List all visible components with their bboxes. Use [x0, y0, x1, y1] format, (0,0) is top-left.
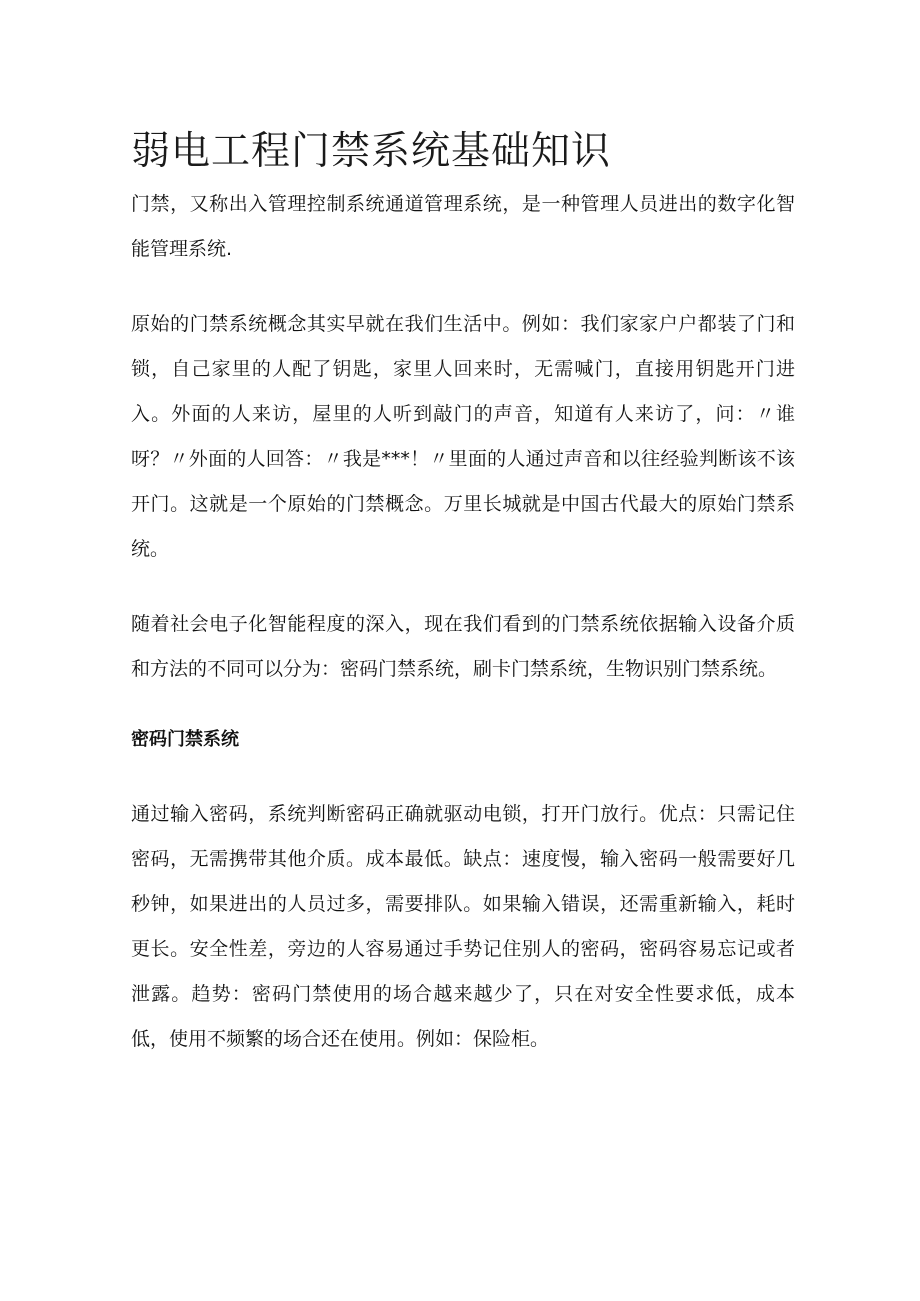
- history-paragraph: 原始的门禁系统概念其实早就在我们生活中。例如：我们家家户户都装了门和锁，自己家里的人配了钥匙，家里人回来时，无需喊门，直接用钥匙开门进入。外面的人来访，屋里的人听到敲门的声音，知道有人来访了，问：〃谁呀？〃外面的人回答：〃我是***！〃里面的人通过声音和以往经验判断该不该开门。这就是一个原始的门禁概念。万里长城就是中国古代最大的原始门禁系统。: [131, 313, 795, 560]
- password-system-paragraph: 通过输入密码，系统判断密码正确就驱动电锁，打开门放行。优点：只需记住密码，无需携带其他介质。成本最低。缺点：速度慢，输入密码一般需要好几秒钟，如果进出的人员过多，需要排队。如果输入错误，还需重新输入，耗时更长。安全性差，旁边的人容易通过手势记住别人的密码，密码容易忘记或者泄露。趋势：密码门禁使用的场合越来越少了，只在对安全性要求低，成本低，使用不频繁的场合还在使用。例如：保险柜。: [131, 803, 795, 1050]
- classification-paragraph: 随着社会电子化智能程度的深入，现在我们看到的门禁系统依据输入设备介质和方法的不同可以分为：密码门禁系统，刷卡门禁系统，生物识别门禁系统。: [131, 613, 795, 680]
- section-heading: 密码门禁系统: [131, 729, 239, 750]
- intro-paragraph: 门禁，又称出入管理控制系统通道管理系统，是一种管理人员进出的数字化智能管理系统.: [131, 193, 795, 260]
- document-page: [131, 122, 795, 1062]
- document-title: 弱电工程门禁系统基础知识: [131, 129, 612, 174]
